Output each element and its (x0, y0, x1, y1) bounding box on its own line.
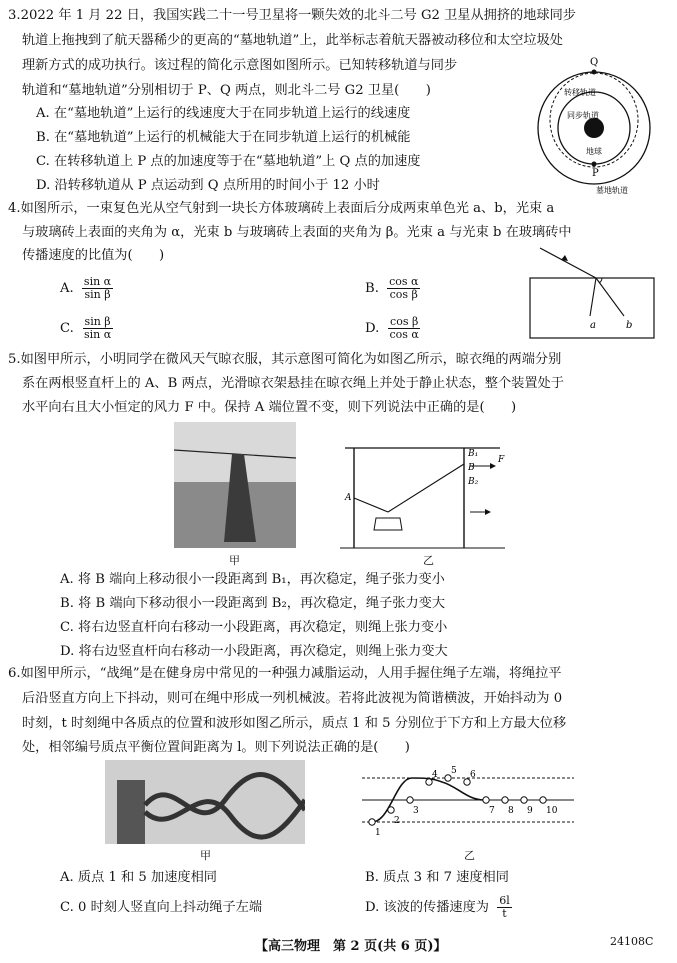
label-grave: 墓地轨道 (596, 186, 628, 195)
ray-b (596, 278, 624, 316)
q6-speed-num: 6l (499, 894, 510, 907)
q3-line-3: 理新方式的成功执行。该过程的简化示意图如图所示。已知转移轨道与同步 (22, 58, 458, 73)
wave-particle (388, 807, 394, 813)
wind-arrow-icon (485, 509, 491, 515)
q3-line-2: 轨道上拖拽到了航天器稀少的更高的“墓地轨道”上，此举标志着航天器被动移位和太空垃圾处 (22, 33, 563, 48)
q5-fig-label-yi: 乙 (423, 554, 434, 567)
angle-arc (599, 278, 602, 283)
label-earth: 地球 (586, 147, 602, 156)
wave-particle (407, 797, 413, 803)
q4-line-3: 传播速度的比值为( ) (22, 248, 165, 263)
q4-line-2: 与玻璃砖上表面的夹角为 α，光束 b 与玻璃砖上表面的夹角为 β。光束 a 与光束 b 在玻璃砖中 (22, 225, 572, 240)
q4-option-a-num: sin α (83, 275, 112, 288)
rope-left (354, 498, 388, 512)
q4-option-b (365, 272, 420, 306)
q5-line-1: 5.如图甲所示，小明同学在微风天气晾衣服，其示意图可简化为如图乙所示，晾衣绳的两端分别 (8, 352, 562, 367)
q3-option-b: B. 在“墓地轨道”上运行的机械能大于在同步轨道上运行的机械能 (36, 130, 411, 145)
q4-option-d (365, 312, 421, 346)
q5-option-c: C. 将右边竖直杆向右移动一小段距离，再次稳定，则绳上张力变小 (60, 620, 448, 635)
wave-particle-label: 9 (527, 806, 533, 816)
label-F: F (498, 455, 505, 465)
q4-option-b-den: cos β (389, 288, 418, 301)
wave-particle-label: 4 (432, 770, 438, 780)
q5-line-3: 水平向右且大小恒定的风力 F 中。保持 A 端位置不变，则下列说法中正确的是( ) (22, 400, 517, 415)
shirt-icon (374, 518, 402, 530)
wave-particle-label: 10 (546, 806, 558, 816)
wind-arrow-icon (490, 463, 496, 469)
glass-brick-diagram (528, 246, 658, 346)
label-sync: 同步轨道 (567, 111, 599, 120)
photo-clothesline (174, 422, 296, 548)
wave-particle (540, 797, 546, 803)
clothesline-diagram (340, 440, 515, 552)
q4-option-c-label: C. (60, 321, 74, 336)
q4-option-c-num: sin β (84, 315, 111, 328)
q6-option-c: C. 0 时刻人竖直向上抖动绳子左端 (60, 900, 263, 915)
label-B: B (468, 463, 475, 473)
arrow-icon (561, 255, 568, 261)
wave-particle (483, 797, 489, 803)
label-B2: B₂ (468, 477, 479, 487)
label-q: Q (590, 57, 599, 68)
q4-option-a-den: sin β (84, 288, 111, 301)
wave-diagram (362, 758, 574, 850)
wave-particle-label: 7 (489, 806, 495, 816)
q4-option-d-label: D. (365, 321, 380, 336)
incident-ray (540, 248, 596, 278)
q4-option-b-label: B. (365, 281, 379, 296)
wave-particle-label: 2 (394, 816, 400, 826)
q6-option-d-text: D. 该波的传播速度为 (365, 900, 489, 915)
wave-particle-label: 6 (470, 770, 476, 780)
q4-option-a (60, 272, 113, 306)
q4-option-d-den: cos α (389, 328, 419, 341)
q6-speed-den: t (502, 907, 507, 920)
q6-line-2: 后沿竖直方向上下抖动，则可在绳中形成一列机械波。若将此波视为简谐横波，开始抖动为 0 (22, 691, 563, 706)
q6-fig-label-jia: 甲 (200, 849, 211, 862)
q6-fig-label-yi: 乙 (464, 849, 475, 862)
q5-option-b: B. 将 B 端向下移动很小一段距离到 B₂，再次稳定，绳子张力变大 (60, 596, 446, 611)
wave-particle-label: 5 (451, 766, 457, 776)
q4-option-c (60, 312, 113, 346)
q5-option-a: A. 将 B 端向上移动很小一段距离到 B₁，再次稳定，绳子张力变小 (60, 572, 445, 587)
q3-line-1: 3.2022 年 1 月 22 日，我国实践二十一号卫星将一颗失效的北斗二号 G2 卫星从拥挤的地球同步 (8, 8, 576, 23)
ray-a (590, 278, 596, 316)
q4-option-c-den: sin α (84, 328, 112, 341)
wave-particle-label: 8 (508, 806, 514, 816)
wave-particle (369, 819, 375, 825)
q4-option-b-num: cos α (389, 275, 419, 288)
wave-particle-label: 1 (375, 828, 381, 838)
q6-option-a: A. 质点 1 和 5 加速度相同 (60, 870, 217, 885)
label-A: A (345, 493, 352, 503)
point-q (592, 70, 597, 75)
label-b: b (626, 320, 633, 331)
paper-code: 24108C (610, 935, 654, 948)
q6-option-b: B. 质点 3 和 7 速度相同 (365, 870, 509, 885)
label-a: a (590, 320, 596, 331)
q4-line-1: 4.如图所示，一束复色光从空气射到一块长方体玻璃砖上表面后分成两束单色光 a、b，光束 a (8, 201, 555, 216)
page-footer: 【高三物理 第 2 页(共 6 页)】 (255, 939, 447, 954)
q5-line-2: 系在两根竖直杆上的 A、B 两点，光滑晾衣架悬挂在晾衣绳上并处于静止状态，整个装置处于 (22, 376, 564, 391)
q6-line-1: 6.如图甲所示，“战绳”是在健身房中常见的一种强力减脂运动，人用手握住绳子左端，将绳拉平 (8, 666, 562, 681)
wave-particle-label: 3 (413, 806, 419, 816)
q5-fig-label-jia: 甲 (229, 554, 240, 567)
wave-particle (521, 797, 527, 803)
photo-battle-rope (105, 760, 305, 844)
q3-option-d: D. 沿转移轨道从 P 点运动到 Q 点所用的时间小于 12 小时 (36, 178, 380, 193)
point-p (592, 162, 597, 167)
label-transfer: 转移轨道 (564, 88, 596, 97)
wave-particle (502, 797, 508, 803)
q4-option-a-label: A. (60, 281, 74, 296)
q6-option-d (365, 892, 512, 924)
label-p: P (592, 168, 599, 179)
q6-line-3: 时刻，t 时刻绳中各质点的位置和波形如图乙所示，质点 1 和 5 分别位于下方和上方最大位移 (22, 716, 567, 731)
orbit-diagram (534, 50, 664, 198)
q4-option-d-num: cos β (390, 315, 419, 328)
rope-right (388, 464, 464, 512)
q6-line-4: 处，相邻编号质点平衡位置间距离为 l。则下列说法正确的是( ) (22, 740, 410, 755)
q3-option-a: A. 在“墓地轨道”上运行的线速度大于在同步轨道上运行的线速度 (36, 106, 411, 121)
q3-line-4: 轨道和“墓地轨道”分别相切于 P、Q 两点，则北斗二号 G2 卫星( ) (22, 83, 431, 98)
q3-option-c: C. 在转移轨道上 P 点的加速度等于在“墓地轨道”上 Q 点的加速度 (36, 154, 421, 169)
earth-icon (584, 118, 604, 138)
label-B1: B₁ (468, 449, 479, 459)
q5-option-d: D. 将右边竖直杆向右移动一小段距离，再次稳定，则绳上张力变大 (60, 644, 448, 659)
